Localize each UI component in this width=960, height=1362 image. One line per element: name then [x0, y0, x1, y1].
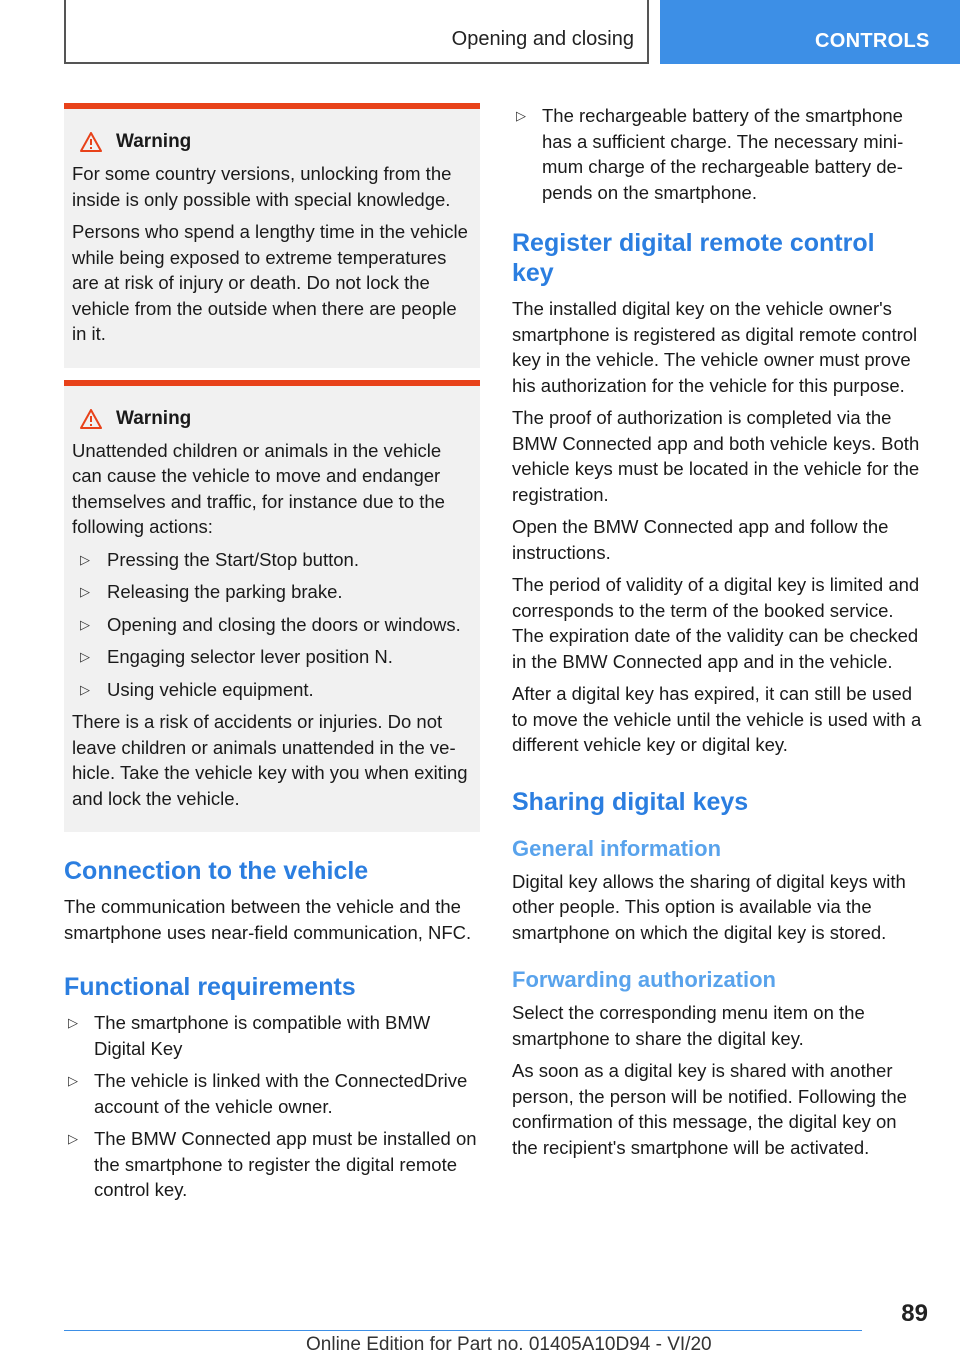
paragraph: Select the corresponding menu item on the smartphone to share the digital key.: [512, 1002, 865, 1049]
requirements-list: [64, 1010, 480, 1203]
triangle-bullet-icon: ▷: [68, 1015, 78, 1030]
list-item: ▷ The vehicle is linked with the ConnectedDrive account of the vehicle owner.: [68, 1070, 468, 1117]
triangle-bullet-icon: ▷: [80, 681, 90, 697]
paragraph: The period of validity of a digital key is limited and corresponds to the term of the booked service. The expiration date of the validity can be checked in the BMW Connected app and in the vehicle.: [512, 574, 920, 672]
triangle-bullet-icon: ▷: [80, 584, 90, 599]
header-section-title: Opening and closing: [451, 28, 634, 50]
heading-sharing-keys: Sharing digital keys: [512, 787, 749, 816]
list-item: ▷ The rechargeable battery of the smartphone has a sufficient charge. The necessary minimum charge of the rechargeable battery depends on the smartphone.: [516, 105, 904, 203]
warning-triangle-icon: [80, 132, 102, 152]
page-number: 89: [901, 1300, 928, 1327]
warning-action-list: [72, 547, 472, 703]
footer-divider: [64, 1330, 862, 1331]
triangle-bullet-icon: ▷: [68, 1073, 78, 1088]
warning-triangle-icon: [80, 409, 102, 429]
heading-register-key: Register digital remote control key: [512, 229, 875, 287]
paragraph: As soon as a digital key is shared with another person, the person will be notified. Following the confirmation of this message, the digital key on the recipient's smartphone will be activated.: [512, 1060, 907, 1158]
right-column: [512, 103, 922, 1167]
heading-functional-requirements: Functional requirements: [64, 973, 356, 1001]
heading-forwarding-authorization: Forwarding authorization: [512, 967, 776, 992]
warning-box-1: [64, 103, 480, 368]
warning-box-2: [64, 380, 480, 833]
paragraph: For some country versions, unlocking from the inside is only possible with special knowledge.: [72, 163, 452, 210]
paragraph: Digital key allows the sharing of digital keys with other people. This option is available via the smartphone on which the digital key is stored.: [512, 870, 906, 943]
triangle-bullet-icon: ▷: [80, 649, 90, 664]
list-item: ▷ Pressing the Start/Stop button.: [72, 547, 472, 573]
triangle-bullet-icon: ▷: [516, 108, 526, 123]
paragraph: Open the BMW Connected app and follow the instructions.: [512, 516, 889, 563]
heading-general-information: General information: [512, 835, 722, 861]
paragraph: Persons who spend a lengthy time in the vehicle while being exposed to extreme temperatures are at risk of injury or death. Do not lock the vehicle from the outside when there are people in it.: [72, 221, 468, 344]
paragraph: Unattended children or animals in the vehicle can cause the vehicle to move and endanger themselves and traffic, for instance due to the following actions:: [72, 439, 445, 537]
list-item: ▷ The BMW Connected app must be installed on the smartphone to register the digital remote control key.: [68, 1128, 477, 1200]
footer-edition: Online Edition for Part no. 01405A10D94 - VI/20: [306, 1334, 712, 1355]
list-item: ▷ Opening and closing the doors or windows.: [72, 612, 472, 638]
paragraph: There is a risk of accidents or injuries. Do not leave children or animals unattended in the vehicle. Take the vehicle key with you when exiting and lock the vehicle.: [72, 711, 468, 809]
paragraph: The proof of authorization is completed via the BMW Connected app and both vehicle keys. Both vehicle keys must be located in the vehicle for the registration.: [512, 407, 920, 505]
paragraph: After a digital key has expired, it can still be used to move the vehicle until the vehicle is used with a different vehicle key or digital key.: [512, 683, 922, 755]
triangle-bullet-icon: ▷: [80, 616, 90, 632]
list-item: ▷ Releasing the parking brake.: [72, 579, 472, 605]
warning-title: Warning: [72, 131, 472, 153]
paragraph: The installed digital key on the vehicle owner's smartphone is registered as digital remote control key in the vehicle. The vehicle owner must prove his authorization for the vehicle for this purpose.: [512, 298, 918, 396]
list-item: ▷ The smartphone is compatible with BMW Digital Key: [68, 1012, 431, 1059]
header-chapter-title: CONTROLS: [815, 30, 930, 52]
paragraph: The communication between the vehicle and the smartphone uses near-field communication, NFC.: [64, 896, 472, 943]
heading-connection: Connection to the vehicle: [64, 857, 369, 885]
list-item: ▷ Engaging selector lever position N.: [72, 644, 472, 670]
triangle-bullet-icon: ▷: [68, 1131, 78, 1146]
triangle-bullet-icon: ▷: [80, 551, 90, 567]
list-item: ▷ Using vehicle equipment.: [72, 677, 472, 703]
warning-title: Warning: [72, 408, 472, 430]
requirements-list-continued: [512, 103, 922, 205]
left-column: [64, 103, 480, 1210]
